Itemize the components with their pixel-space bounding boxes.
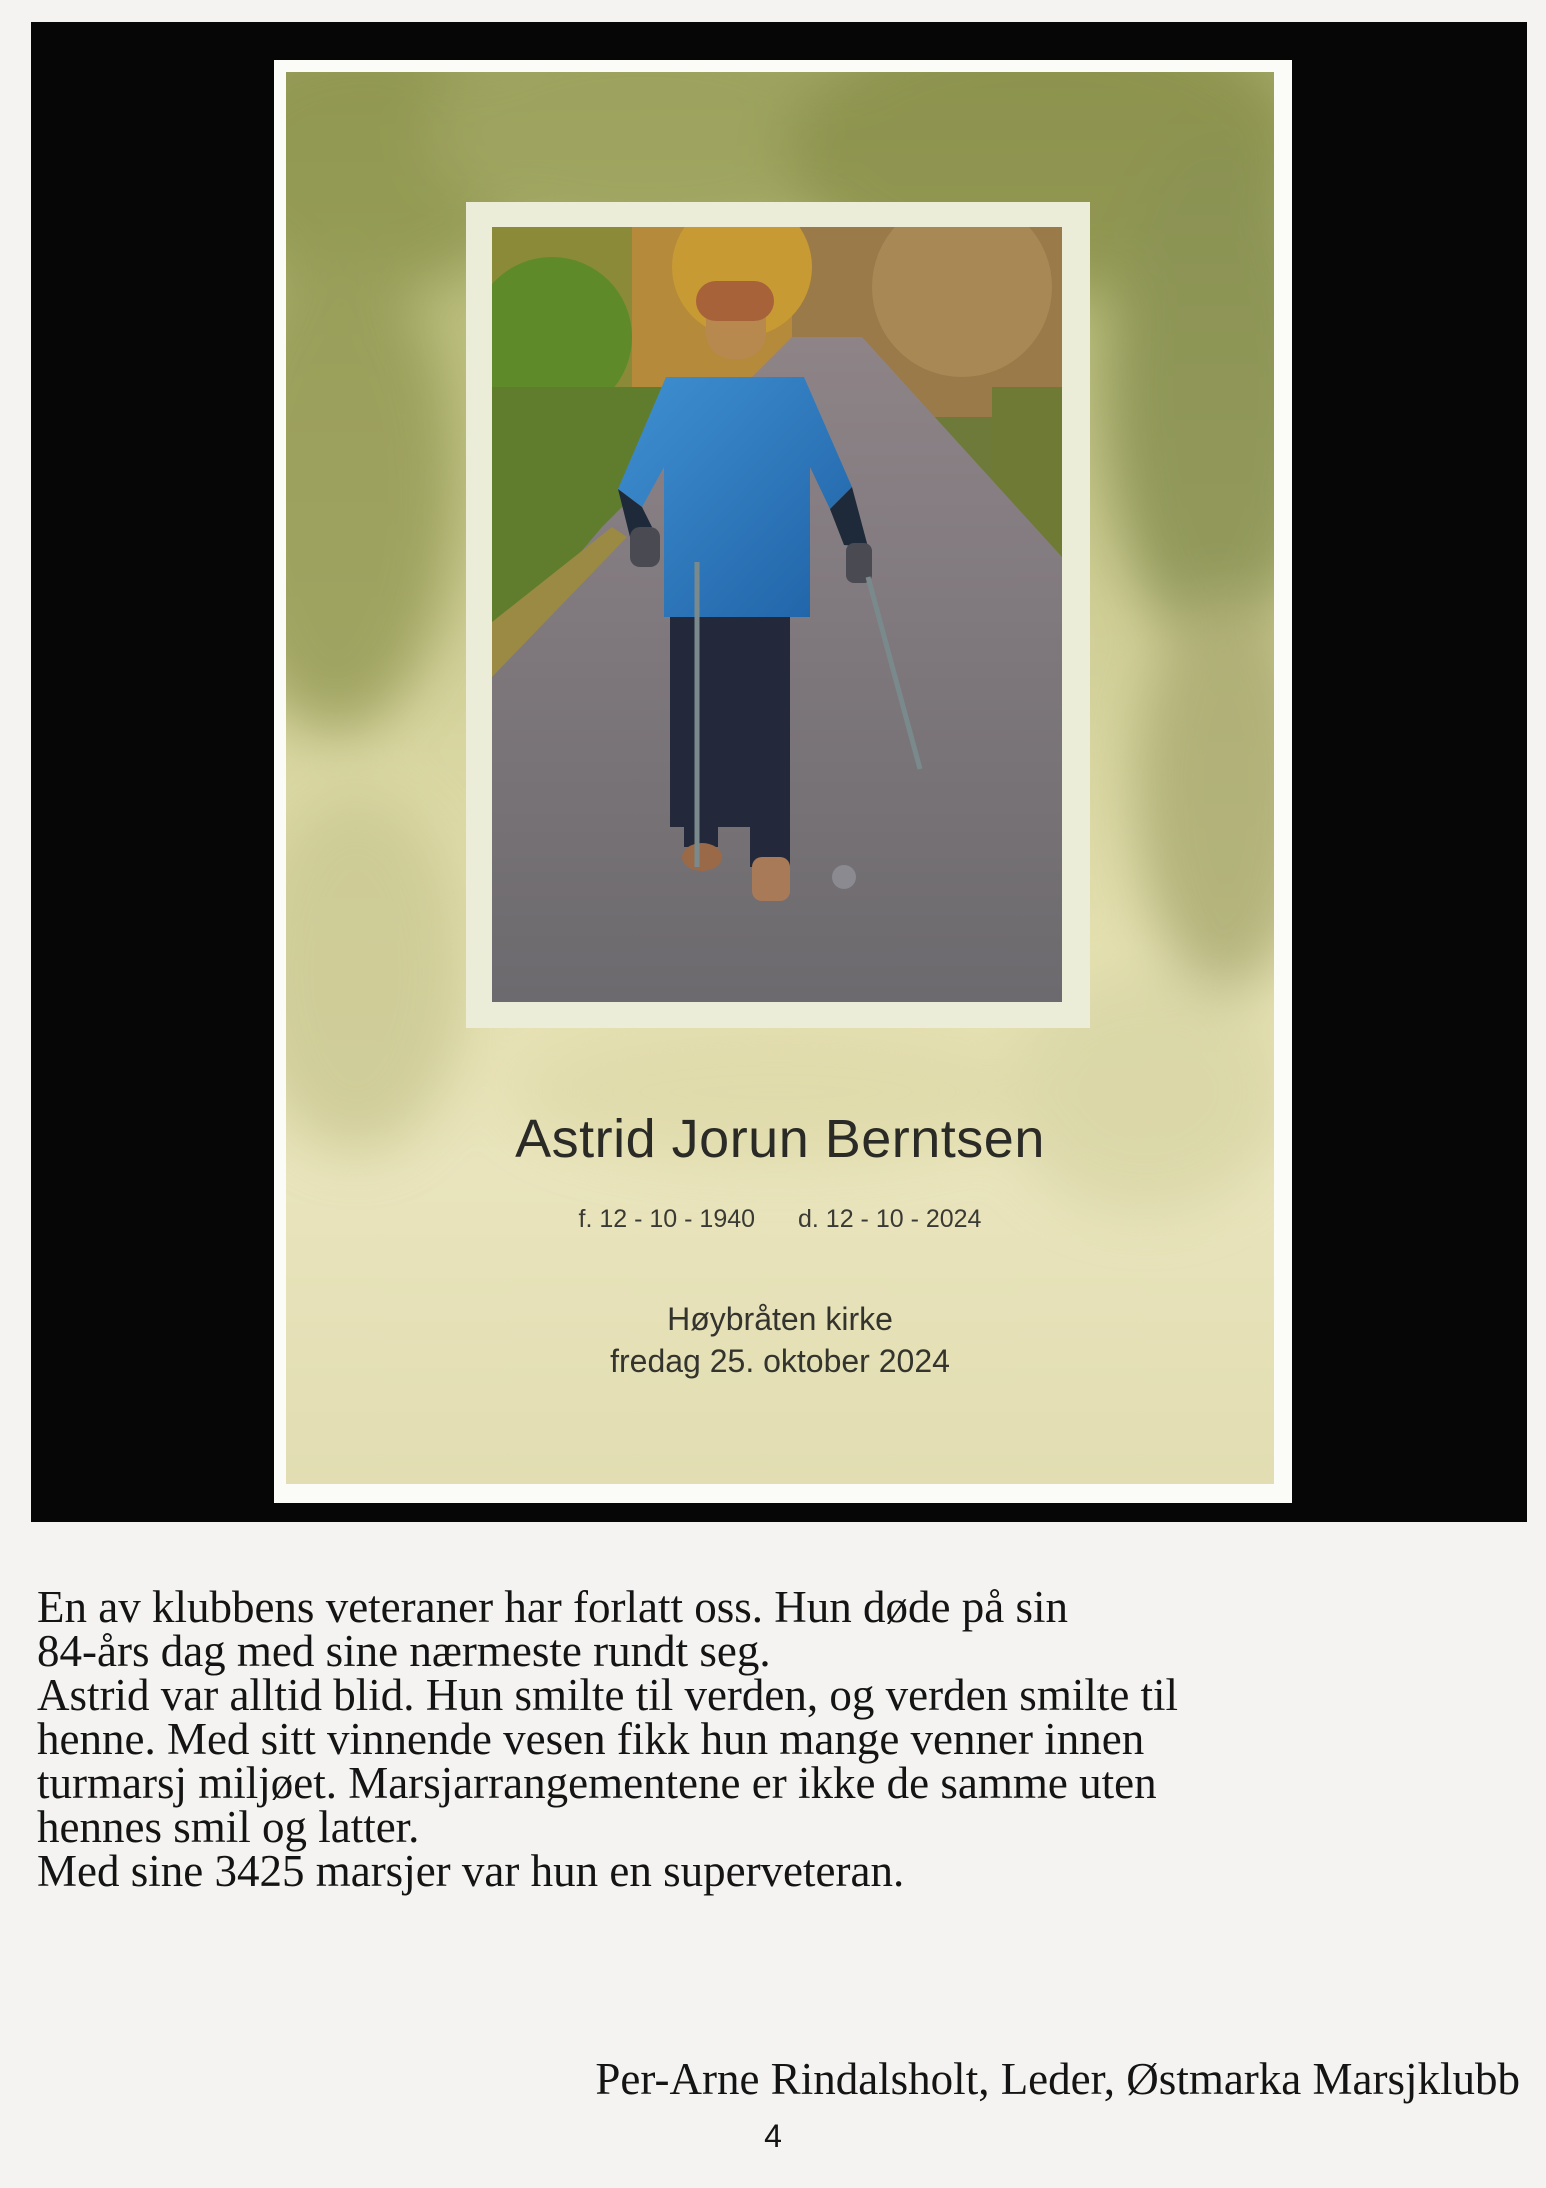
article-line: Med sine 3425 marsjer var hun en superveteran. bbox=[37, 1846, 905, 1896]
deceased-name: Astrid Jorun Berntsen bbox=[515, 1109, 1045, 1169]
article-line: 84-års dag med sine nærmeste rundt seg. bbox=[37, 1626, 771, 1676]
page-number: 4 bbox=[764, 2118, 782, 2154]
funeral-church: Høybråten kirke bbox=[667, 1301, 893, 1337]
article-signature: Per-Arne Rindalsholt, Leder, Østmarka Marsjklubb bbox=[595, 2054, 1520, 2104]
portrait-photo bbox=[492, 227, 1062, 1002]
article-text bbox=[37, 1582, 1457, 1896]
funeral-date: fredag 25. oktober 2024 bbox=[610, 1343, 950, 1379]
article-line: Astrid var alltid blid. Hun smilte til verden, og verden smilte til bbox=[37, 1670, 1179, 1720]
article-line: hennes smil og latter. bbox=[37, 1802, 420, 1852]
article-line: En av klubbens veteraner har forlatt oss. Hun døde på sin bbox=[37, 1582, 1068, 1632]
death-date: d. 12 - 10 - 2024 bbox=[798, 1205, 982, 1233]
article-line: turmarsj miljøet. Marsjarrangementene er ikke de samme uten bbox=[37, 1758, 1157, 1808]
birth-death-dates bbox=[286, 1205, 1274, 1234]
article-line: henne. Med sitt vinnende vesen fikk hun mange venner innen bbox=[37, 1714, 1145, 1764]
birth-date: f. 12 - 10 - 1940 bbox=[578, 1205, 756, 1233]
